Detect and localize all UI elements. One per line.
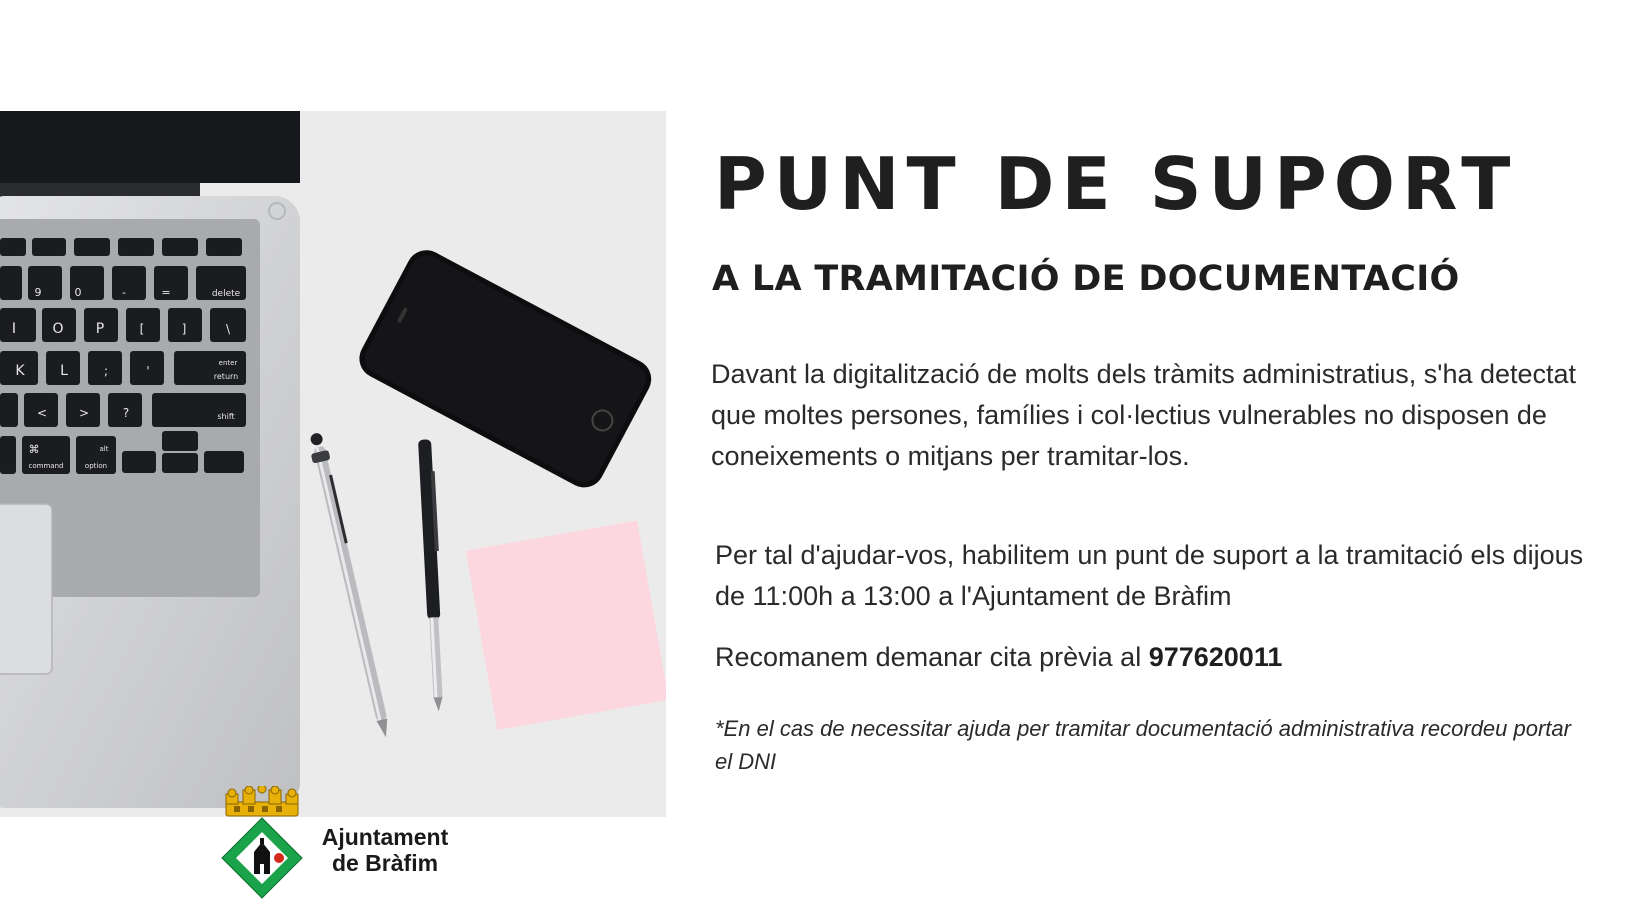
key-question: ? [122, 406, 130, 420]
key-return: return [213, 372, 239, 381]
key-0: 0 [74, 286, 82, 299]
schedule-paragraph: Per tal d'ajudar-vos, habilitem un punt de suport a la tramitació els dijous de 11:00h a 13:00 a l'Ajuntament de Bràfim [715, 540, 1584, 611]
key-o: O [52, 321, 64, 337]
key-greater-than: > [78, 406, 90, 420]
key-k: K [15, 363, 25, 379]
key-equals: = [161, 286, 171, 299]
key-semicolon: ; [103, 364, 109, 378]
town-name-line2: de Bràfim [331, 850, 439, 876]
phone-number: 977620011 [1148, 642, 1283, 672]
page-title: PUNT DE SUPORT [714, 142, 1518, 226]
town-name [320, 824, 450, 876]
key-less-than: < [36, 406, 48, 420]
page-subtitle: A LA TRAMITACIÓ DE DOCUMENTACIÓ [712, 259, 1460, 299]
town-crest-icon [212, 786, 312, 901]
key-enter: enter [218, 359, 238, 367]
key-p: P [95, 321, 105, 337]
key-bracket-right: ] [181, 322, 187, 336]
key-command: command [28, 462, 64, 470]
key-bracket-left: [ [139, 322, 145, 336]
key-shift: shift [217, 412, 235, 421]
dni-note: *En el cas de necessitar ajuda per tramitar documentació administrativa recordeu portar el DNI [715, 716, 1571, 774]
key-cmd-symbol: ⌘ [28, 443, 40, 456]
key-alt: alt [99, 445, 109, 453]
appointment-text: Recomanem demanar cita prèvia al [715, 642, 1149, 672]
key-delete: delete [211, 289, 241, 299]
key-minus: - [122, 286, 126, 299]
key-9: 9 [34, 286, 42, 299]
town-name-line1: Ajuntament [321, 824, 449, 850]
key-i: I [11, 321, 17, 337]
desk-photo [0, 111, 666, 817]
intro-paragraph: Davant la digitalització de molts dels tràmits administratius, s'ha detectat que moltes persones, famílies i col·lectius vulnerables no disposen de coneixements o mitjans per tramitar-los. [711, 359, 1577, 471]
key-backslash: \ [225, 322, 231, 336]
key-option: option [84, 462, 108, 470]
key-l: L [60, 363, 68, 379]
key-quote: ' [146, 364, 150, 378]
appointment-paragraph [715, 637, 1595, 678]
